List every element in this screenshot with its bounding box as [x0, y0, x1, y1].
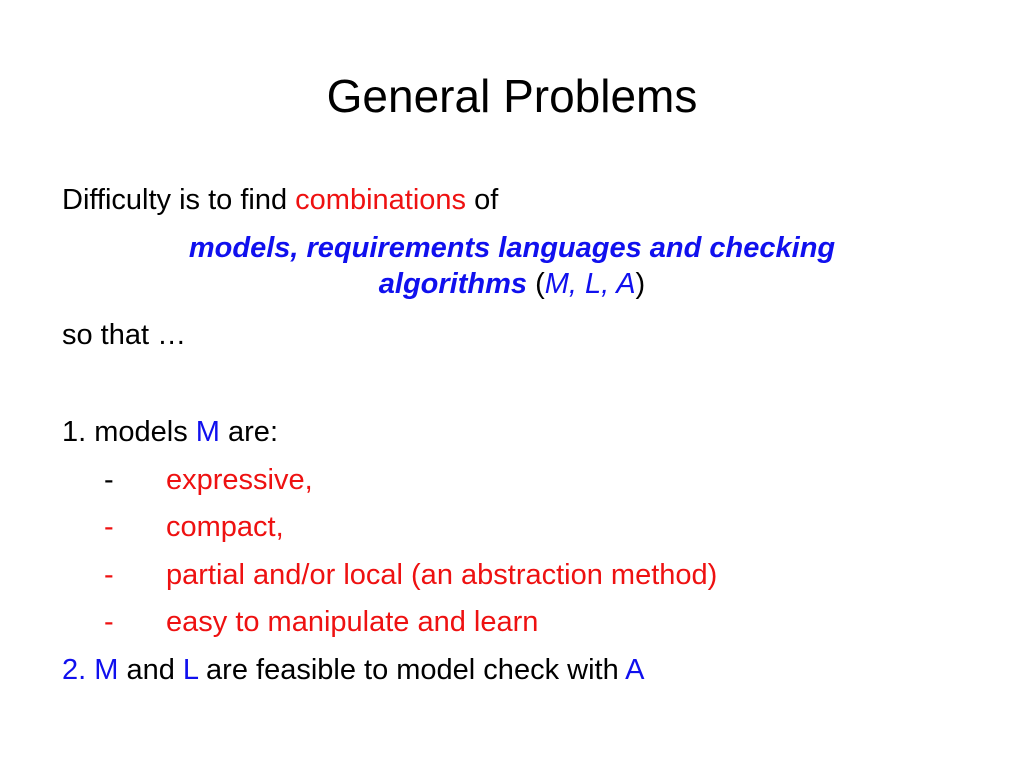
bullet-dash: - [104, 559, 114, 591]
bullet-dash: - [104, 606, 114, 638]
intro-line [62, 182, 498, 218]
bullet-dash: - [104, 511, 114, 543]
point-2 [62, 652, 645, 688]
mla-tuple: M, L, A [544, 268, 636, 300]
intro-suffix: of [466, 184, 499, 216]
mla-line-2 [100, 266, 924, 302]
mla-open-paren: ( [527, 268, 545, 300]
point-1-m: M [195, 416, 220, 448]
point-2-number: 2. [62, 654, 87, 686]
bullet-dash: - [104, 464, 114, 496]
bullet-item [104, 462, 313, 498]
so-that-line: so that … [62, 319, 187, 351]
bullet-item [104, 509, 284, 545]
point-2-l: L [182, 654, 198, 686]
point-1 [62, 414, 278, 450]
point-1-suffix: are: [219, 416, 278, 448]
combinations-highlight: combinations [295, 184, 467, 216]
point-2-a: A [625, 654, 645, 686]
mla-line-1: models, requirements languages and checking [188, 232, 836, 264]
mla-algorithms: algorithms [378, 268, 528, 300]
point-2-and: and [118, 654, 183, 686]
bullet-text: expressive, [166, 464, 313, 496]
mla-close-paren: ) [635, 268, 646, 300]
bullet-text: compact, [166, 511, 284, 543]
bullet-text: easy to manipulate and learn [166, 606, 539, 638]
mla-definition [100, 230, 924, 302]
point-2-middle: are feasible to model check with [197, 654, 626, 686]
bullet-text: partial and/or local (an abstraction method) [166, 559, 718, 591]
bullet-item [104, 557, 717, 593]
point-1-prefix: 1. models [62, 416, 196, 448]
intro-prefix: Difficulty is to find [62, 184, 296, 216]
point-2-m: M [94, 654, 119, 686]
slide-title: General Problems [326, 70, 698, 122]
bullet-item [104, 604, 538, 640]
